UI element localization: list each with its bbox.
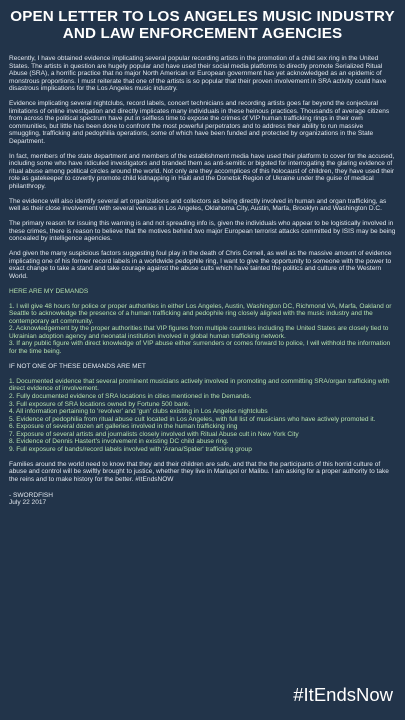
consequences-list bbox=[9, 378, 396, 453]
letter-date: July 22 2017 bbox=[9, 499, 47, 507]
signature-block bbox=[9, 492, 396, 507]
list-item: 4. All information pertaining to 'revolver' and 'gun' clubs existing in Los Angeles nightclubs bbox=[9, 408, 268, 416]
paragraph-art-organizations: The evidence will also identify several art organizations and collectors as being directly involved in human and organ trafficking, as well as their close involvement with several venues in Los Angeles, Oklahoma City, Austin, Marfa, Brooklyn and Washington D.C. bbox=[9, 197, 387, 213]
paragraph-evidence: Evidence implicating several nightclubs, record labels, concert technicians and recording artists goes far beyond the conjectural limitations of online investigation and directly implicates many individuals in these heinous practices. Thousands of average citizens from across the political spectrum have put in selfless time to expose the crimes of VIP human trafficking rings in their own communities, but little has been done to confront the most powerful perpetrators and to address their ability to run massive smuggling, trafficking and pedophilia operations, some of which have been funded and protected by organizations in the State Department. bbox=[9, 100, 390, 145]
signature: - SWORDFISH bbox=[9, 491, 54, 499]
list-item: 3. If any public figure with direct knowledge of VIP abuse either surrenders or comes forward to police, I will withhold the information for the time being. bbox=[9, 340, 391, 355]
list-item: 9. Full exposure of bands/record labels involved with 'Arana/Spider' trafficking group bbox=[9, 445, 252, 453]
unmet-heading: IF NOT ONE OF THESE DEMANDS ARE MET bbox=[9, 363, 146, 371]
list-item: 3. Full exposure of SRA locations owned by Fortune 500 bank. bbox=[9, 400, 191, 408]
list-item: 1. I will give 48 hours for police or proper authorities in either Los Angeles, Austin, Washington DC, Richmond VA, Marfa, Oakland or Seattle to acknowledge the presence of a human trafficking and pedophile ring closely aligned with the music industry and the contemporary art community. bbox=[9, 302, 392, 325]
demands-heading: HERE ARE MY DEMANDS bbox=[9, 287, 89, 295]
paragraph-intro: Recently, I have obtained evidence implicating several popular recording artists in the promotion of a child sex ring in the United States. The artists in question are hugely popular and have used their social media platforms to directly promote Serialized Ritual Abuse (SRA), a horrific practice that no major North American or European government has yet acknowledged as an epidemic of monstrous proportions. I must reiterate that one of the artists is so popular that their proven involvement in SRA activity could have disastrous implications for the Los Angeles music industry. bbox=[9, 55, 387, 93]
paragraph-primary-reason: The primary reason for issuing this warning is and not spreading info is, given the individuals who appear to be logistically involved in these crimes, there is reason to believe that the motives behind two major European terrorist attacks committed by ISIS may be being concealed by intelligence agencies. bbox=[9, 220, 396, 243]
letter-body bbox=[9, 55, 396, 507]
list-item: 7. Exposure of several artists and journalists closely involved with Ritual Abuse cult in New York City bbox=[9, 430, 299, 438]
list-item: 2. Fully documented evidence of SRA locations in cities mentioned in the Demands. bbox=[9, 392, 252, 400]
list-item: 1. Documented evidence that several prominent musicians actively involved in promoting and committing SRA/organ trafficking with direct evidence of involvement. bbox=[9, 377, 390, 393]
list-item: 2. Acknowledgement by the proper authorities that VIP figures from multiple countries including the United States are closely tied to Ukrainian adoption agency and neonatal institution involved in global human trafficking network. bbox=[9, 325, 389, 340]
hashtag: #ItEndsNow bbox=[293, 684, 393, 705]
demands-list bbox=[9, 303, 396, 356]
title-line-2: AND LAW ENFORCEMENT AGENCIES bbox=[62, 25, 343, 42]
title-line-1: OPEN LETTER TO LOS ANGELES MUSIC INDUSTRY bbox=[10, 8, 395, 25]
list-item: 5. Evidence of pedophilia from ritual abuse cult located in Los Angeles, with full list of musicians who have actively promoted it. bbox=[9, 415, 376, 423]
paragraph-state-department: In fact, members of the state department and members of the establishment media have used their platform to cover for the accused, including some who have ridiculed investigators and branded them as anti-semitic or bigoted for interrogating the glaring evidence of ritual abuse among political circles around the world. Not only are they accomplices of this holocaust of children, they have used their role as gatekeeper to covertly promote child kidnapping in Haiti and the Donetsk Region of Ukraine under the guise of medical philanthropy. bbox=[9, 152, 395, 190]
list-item: 8. Evidence of Dennis Hastert's involvement in existing DC child abuse ring. bbox=[9, 438, 229, 446]
list-item: 6. Exposure of several dozen art galleries involved in the human trafficking ring bbox=[9, 423, 238, 431]
closing-paragraph: Families around the world need to know that they and their children are safe, and that the the participants of this horrid culture of abuse and control will be swiftly brought to justice, whether they live in Mariupol or Malibu. I am asking for a proper authority to take the reins and to make history for the better. #ItEndsNOW bbox=[9, 460, 389, 484]
letter-title bbox=[9, 8, 396, 42]
paragraph-chris-cornell: And given the many suspicious factors suggesting foul play in the death of Chris Cornell, as well as the massive amount of evidence implicating one of his former record labels in a worldwide pedophile ring, I want to give the opportunity to someone with the power to exact change to take a stand and take courage against the abuse cults which have tainted the politics and culture of the Western World. bbox=[9, 249, 392, 280]
